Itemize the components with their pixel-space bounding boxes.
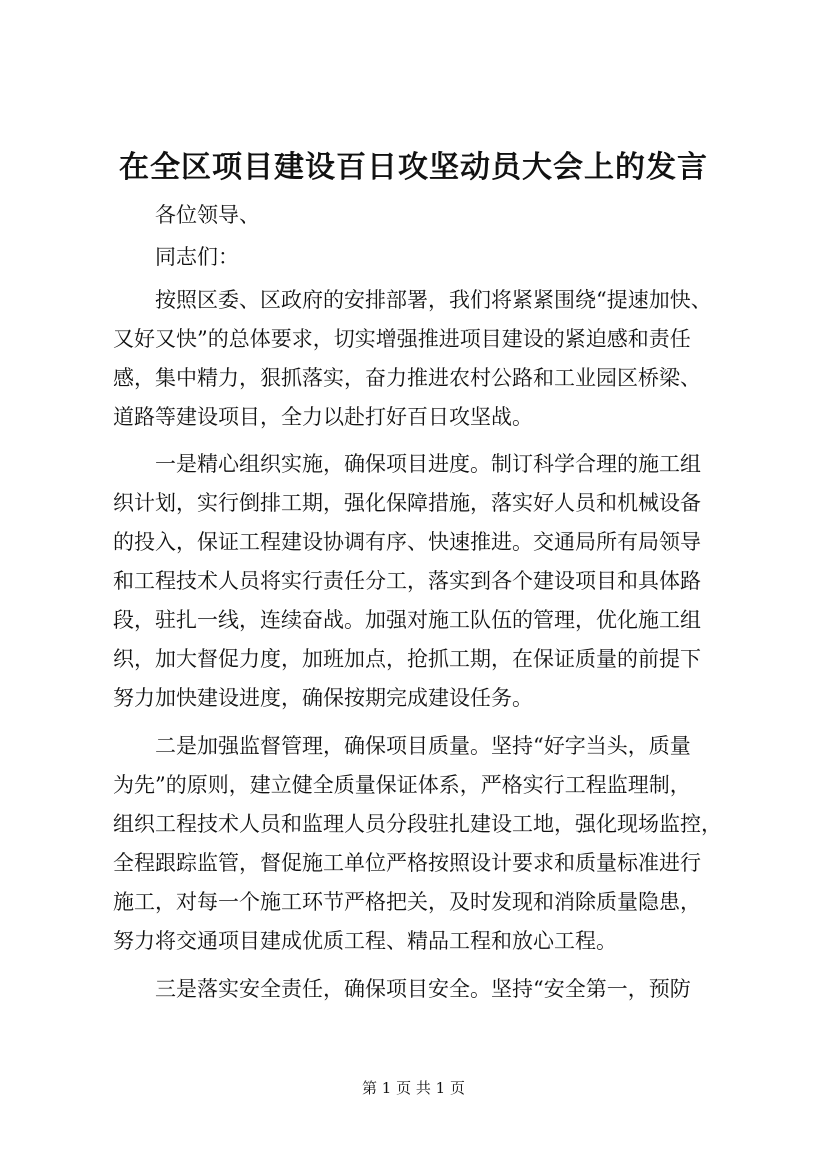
text-line: 同志们： xyxy=(113,245,239,269)
text-line: 努力加快建设进度，确保按期完成建设任务。 xyxy=(113,686,533,710)
text-line: 又好又快”的总体要求，切实增强推进项目建设的紧迫感和责任 xyxy=(113,327,691,351)
text-line: 按照区委、区政府的安排部署，我们将紧紧围绕“提速加快、 xyxy=(113,288,712,312)
text-line: 织计划，实行倒排工期，强化保障措施，落实好人员和机械设备 xyxy=(113,491,701,515)
text-line: 努力将交通项目建成优质工程、精品工程和放心工程。 xyxy=(113,929,617,953)
document-title: 在全区项目建设百日攻坚动员大会上的发言 xyxy=(119,150,708,185)
text-line: 组织工程技术人员和监理人员分段驻扎建设工地，强化现场监控， xyxy=(113,812,722,836)
text-line: 感，集中精力，狠抓落实，奋力推进农村公路和工业园区桥梁、 xyxy=(113,366,701,390)
text-line: 一是精心组织实施，确保项目进度。制订科学合理的施工组 xyxy=(113,452,701,476)
text-line: 全程跟踪监管，督促施工单位严格按照设计要求和质量标准进行 xyxy=(113,851,701,875)
text-line: 道路等建设项目，全力以赴打好百日攻坚战。 xyxy=(113,405,533,429)
text-line: 和工程技术人员将实行责任分工，落实到各个建设项目和具体路 xyxy=(113,569,701,593)
text-line: 的投入，保证工程建设协调有序、快速推进。交通局所有局领导 xyxy=(113,530,701,554)
text-line: 段，驻扎一线，连续奋战。加强对施工队伍的管理，优化施工组 xyxy=(113,608,701,632)
text-line: 三是落实安全责任，确保项目安全。坚持“安全第一，预防 xyxy=(113,977,691,1001)
text-line: 施工，对每一个施工环节严格把关，及时发现和消除质量隐患， xyxy=(113,890,701,914)
text-line: 织，加大督促力度，加班加点，抢抓工期，在保证质量的前提下 xyxy=(113,647,701,671)
text-line: 为先”的原则，建立健全质量保证体系，严格实行工程监理制， xyxy=(113,773,691,797)
text-line: 各位领导、 xyxy=(113,203,260,227)
page-footer: 第 1 页 共 1 页 xyxy=(362,1079,465,1097)
text-line: 二是加强监督管理，确保项目质量。坚持“好字当头，质量 xyxy=(113,734,691,758)
